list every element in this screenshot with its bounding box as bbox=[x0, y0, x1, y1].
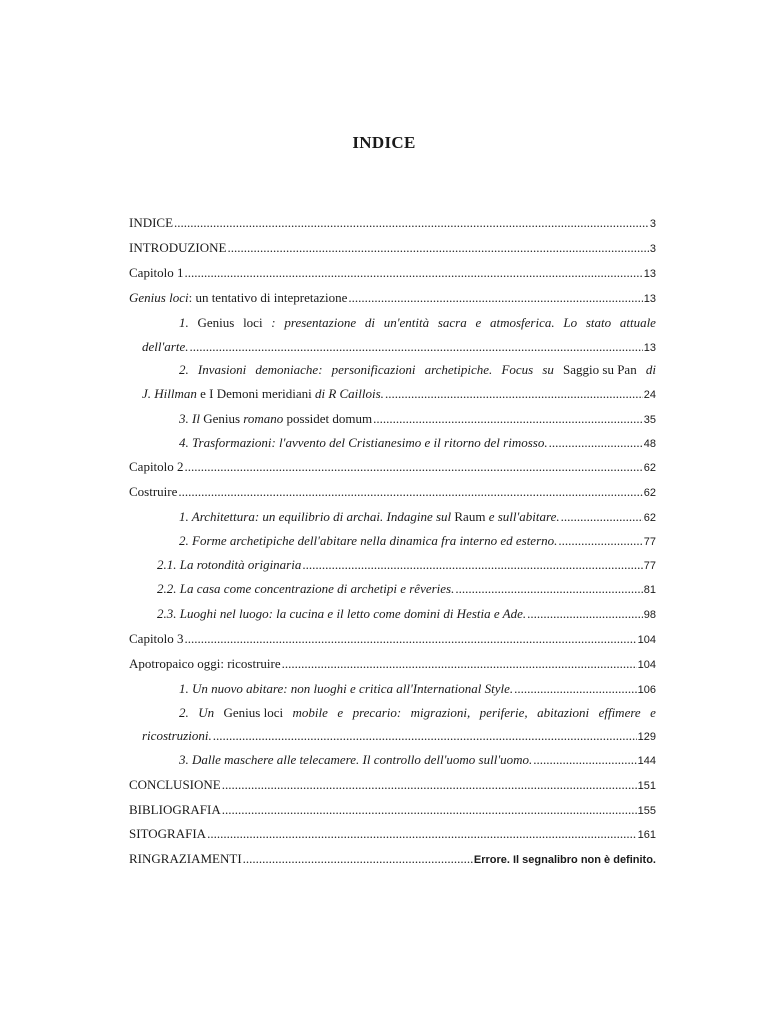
toc-page-number: 48 bbox=[643, 438, 656, 450]
toc-entry-2-2-1[interactable]: 2.1. La rotondità originaria ..... 77 bbox=[157, 557, 656, 574]
toc-page-number: 104 bbox=[637, 659, 656, 671]
dot-leader bbox=[348, 290, 642, 306]
toc-page-number: 35 bbox=[643, 414, 656, 426]
toc-page-number: 24 bbox=[643, 389, 656, 401]
toc-page-number: 13 bbox=[643, 342, 656, 354]
dot-leader bbox=[455, 581, 642, 597]
toc-entry-2-line-2[interactable]: J. Hillman e I Demoni meridiani di R Caillois. ..... 24 bbox=[142, 386, 656, 403]
toc-page-number: 81 bbox=[643, 584, 656, 596]
toc-bookmark-error: Errore. Il segnalibro non è definito. bbox=[473, 854, 656, 866]
toc-page-number: 3 bbox=[649, 218, 656, 230]
dot-leader bbox=[302, 557, 642, 573]
dot-leader bbox=[533, 752, 636, 768]
toc-page-number: 62 bbox=[643, 512, 656, 524]
toc-page-number: 106 bbox=[637, 684, 656, 696]
toc-entry-introduzione[interactable]: INTRODUZIONE ..... 3 bbox=[129, 240, 656, 257]
toc-page-number: 13 bbox=[643, 268, 656, 280]
toc-page-number: 151 bbox=[637, 780, 656, 792]
dot-leader bbox=[558, 533, 642, 549]
dot-leader bbox=[174, 215, 649, 231]
toc-page-number: 62 bbox=[643, 462, 656, 474]
toc-entry-capitolo-2[interactable]: Capitolo 2 ..... 62 bbox=[129, 459, 656, 476]
toc-entry-capitolo-3[interactable]: Capitolo 3 ..... 104 bbox=[129, 631, 656, 648]
toc-page-number: 155 bbox=[637, 805, 656, 817]
toc-page-number: 129 bbox=[637, 731, 656, 743]
toc-entry-sitografia[interactable]: SITOGRAFIA ..... 161 bbox=[129, 826, 656, 843]
dot-leader bbox=[514, 681, 637, 697]
dot-leader bbox=[213, 728, 637, 744]
dot-leader bbox=[189, 339, 642, 355]
toc-entry-2-2-2[interactable]: 2.2. La casa come concentrazione di archetipi e rêveries. ..... 81 bbox=[157, 581, 656, 598]
dot-leader bbox=[549, 435, 643, 451]
dot-leader bbox=[373, 411, 643, 427]
toc-entry-3-2-line-2[interactable]: ricostruzioni. ..... 129 bbox=[142, 728, 656, 745]
toc-entry-capitolo-1[interactable]: Capitolo 1 ..... 13 bbox=[129, 265, 656, 282]
toc-entry-3-1[interactable]: 1. Un nuovo abitare: non luoghi e critica all'International Style. ..... 106 bbox=[179, 681, 656, 698]
toc-entry-apotropaico[interactable]: Apotropaico oggi: ricostruire ..... 104 bbox=[129, 656, 656, 673]
toc-page-number: 104 bbox=[637, 634, 656, 646]
dot-leader bbox=[385, 386, 643, 402]
toc-entry-1-line-1[interactable]: 1. Genius loci : presentazione di un'entità sacra e atmosferica. Lo stato attuale bbox=[179, 315, 656, 330]
dot-leader bbox=[178, 484, 642, 500]
toc-entry-2-1[interactable]: 1. Architettura: un equilibrio di archai. Indagine sul Raum e sull'abitare. ..... 62 bbox=[179, 509, 656, 526]
toc-entry-3[interactable]: 3. Il Genius romano possidet domum ..... 35 bbox=[179, 411, 656, 428]
page-title: INDICE bbox=[352, 133, 416, 152]
dot-leader bbox=[222, 802, 637, 818]
toc-entry-3-2-line-1[interactable]: 2. Un Genius loci mobile e precario: migrazioni, periferie, abitazioni effimere e bbox=[179, 705, 656, 720]
dot-leader bbox=[222, 777, 637, 793]
toc-entry-genius-loci[interactable]: Genius loci: un tentativo di intepretazione ..... 13 bbox=[129, 290, 656, 307]
dot-leader bbox=[561, 509, 643, 525]
toc-page-number: 62 bbox=[643, 487, 656, 499]
toc-entry-4[interactable]: 4. Trasformazioni: l'avvento del Cristianesimo e il ritorno del rimosso. ..... 48 bbox=[179, 435, 656, 452]
dot-leader bbox=[227, 240, 648, 256]
toc-entry-conclusione[interactable]: CONCLUSIONE ..... 151 bbox=[129, 777, 656, 794]
dot-leader bbox=[185, 459, 643, 475]
dot-leader bbox=[527, 606, 643, 622]
toc-entry-2-2-3[interactable]: 2.3. Luoghi nel luogo: la cucina e il letto come domini di Hestia e Ade. ..... 98 bbox=[157, 606, 656, 623]
dot-leader bbox=[207, 826, 637, 842]
toc-page-number: 3 bbox=[649, 243, 656, 255]
toc-page-number: 98 bbox=[643, 609, 656, 621]
toc-entry-2-2[interactable]: 2. Forme archetipiche dell'abitare nella dinamica fra interno ed esterno. ..... 77 bbox=[179, 533, 656, 550]
dot-leader bbox=[243, 851, 473, 867]
toc-entry-indice[interactable]: INDICE ..... 3 bbox=[129, 215, 656, 232]
toc-entry-1-line-2[interactable]: dell'arte. ..... 13 bbox=[142, 339, 656, 356]
toc-page-number: 77 bbox=[643, 536, 656, 548]
dot-leader bbox=[282, 656, 637, 672]
toc-page-number: 144 bbox=[637, 755, 656, 767]
toc-entry-costruire[interactable]: Costruire ..... 62 bbox=[129, 484, 656, 501]
toc-entry-3-3[interactable]: 3. Dalle maschere alle telecamere. Il controllo dell'uomo sull'uomo. ..... 144 bbox=[179, 752, 656, 769]
toc-page-number: 161 bbox=[637, 829, 656, 841]
dot-leader bbox=[185, 265, 643, 281]
toc-entry-bibliografia[interactable]: BIBLIOGRAFIA ..... 155 bbox=[129, 802, 656, 819]
toc-page-number: 77 bbox=[643, 560, 656, 572]
toc-entry-2-line-1[interactable]: 2. Invasioni demoniache: personificazioni archetipiche. Focus su Saggio su Pan di bbox=[179, 362, 656, 377]
dot-leader bbox=[185, 631, 637, 647]
toc-entry-ringraziamenti[interactable]: RINGRAZIAMENTI ..... Errore. Il segnalibro non è definito. bbox=[129, 851, 656, 868]
toc-page-number: 13 bbox=[643, 293, 656, 305]
